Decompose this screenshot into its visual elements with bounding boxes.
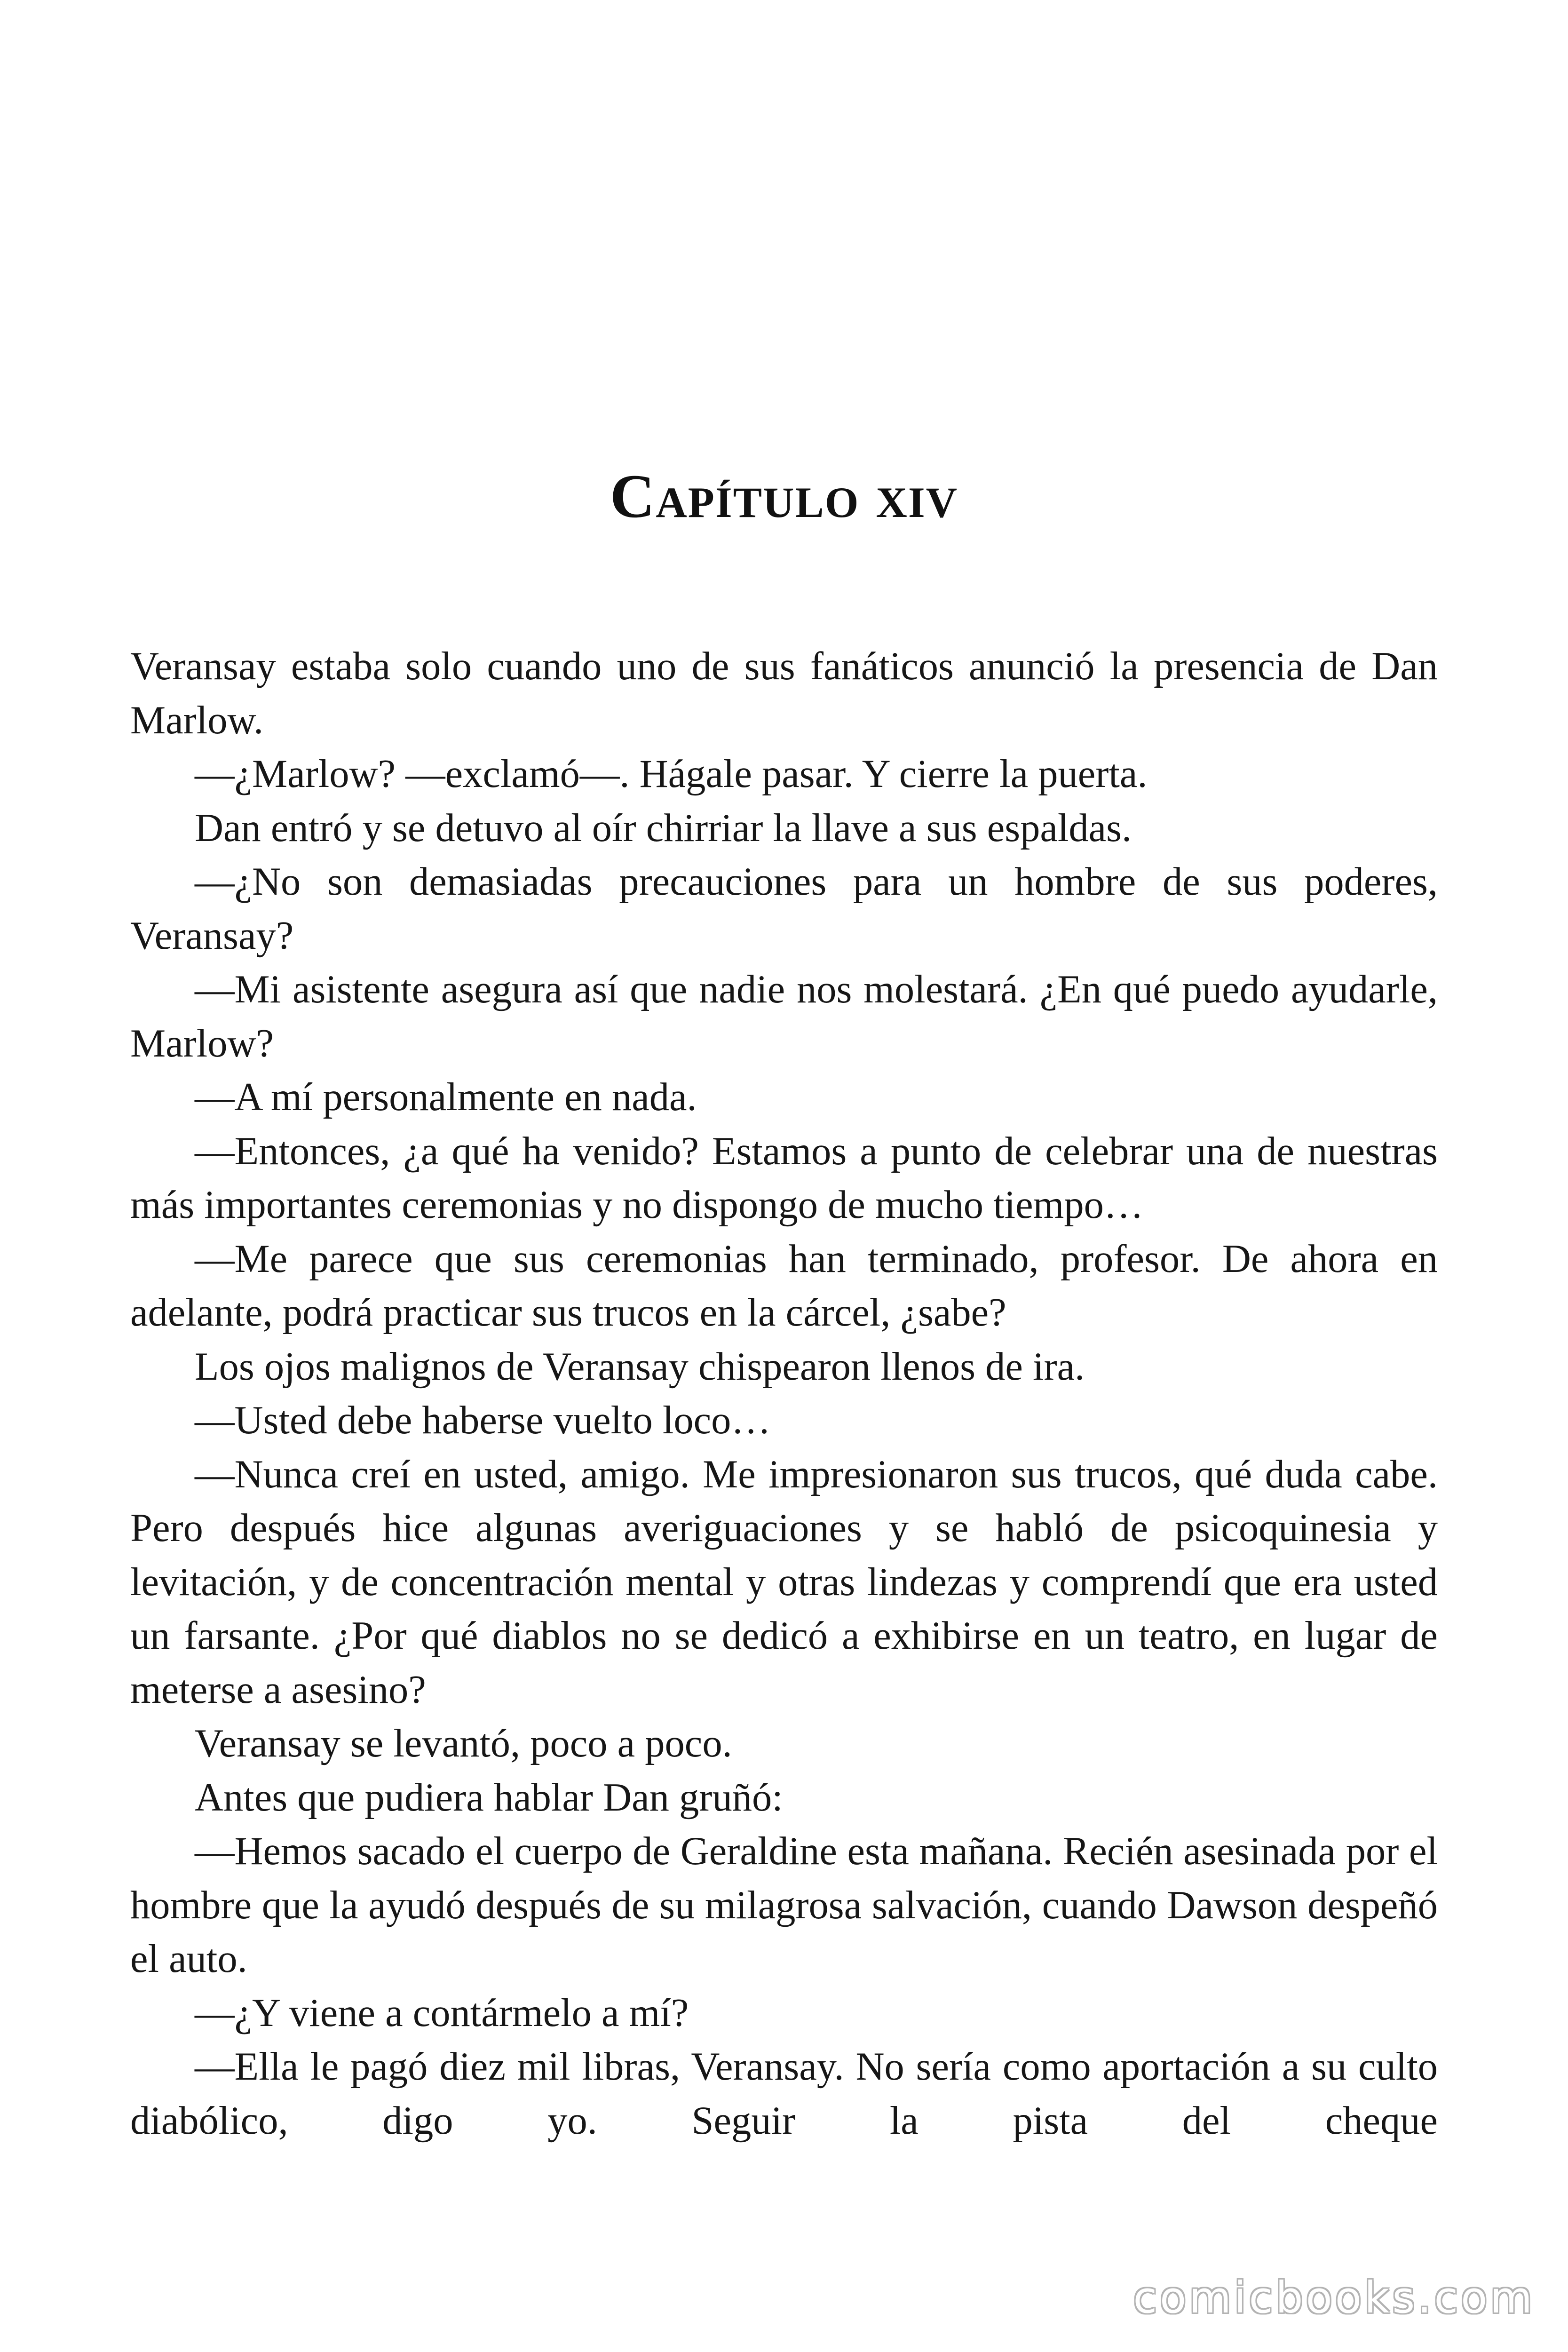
paragraph: —A mí personalmente en nada. bbox=[195, 1075, 697, 1119]
paragraph: Los ojos malignos de Veransay chispearon llenos de ira. bbox=[195, 1344, 1085, 1389]
paragraph: —Usted debe haberse vuelto loco… bbox=[195, 1398, 771, 1442]
paragraph: Veransay estaba solo cuando uno de sus fanáticos anunció la presencia de Dan Marlow. bbox=[130, 644, 1438, 742]
paragraph: Dan entró y se detuvo al oír chirriar la llave a sus espaldas. bbox=[195, 806, 1132, 850]
paragraph: —Hemos sacado el cuerpo de Geraldine esta mañana. Recién asesinada por el hombre que la ayudó después de su milagrosa salvación, cuando Dawson despeñó el auto. bbox=[130, 1829, 1438, 1981]
paragraph: —¿No son demasiadas precauciones para un hombre de sus poderes, Veransay? bbox=[130, 860, 1438, 958]
paragraph: —¿Marlow? —exclamó—. Hágale pasar. Y cierre la puerta. bbox=[195, 752, 1148, 796]
paragraph: —Ella le pagó diez mil libras, Veransay. No sería como aportación a su culto diabólico, digo yo. Seguir la pista del cheque bbox=[130, 2045, 1438, 2143]
watermark-logo: comicbooks.com bbox=[1133, 2273, 1535, 2323]
chapter-body bbox=[130, 640, 1438, 2148]
paragraph: —Mi asistente asegura así que nadie nos molestará. ¿En qué puedo ayudarle, Marlow? bbox=[130, 968, 1438, 1065]
paragraph: —Nunca creí en usted, amigo. Me impresionaron sus trucos, qué duda cabe. Pero después hice algunas averiguaciones y se habló de psicoquinesia y levitación, y de concentración mental y otras lindezas y comprendí que era usted un farsante. ¿Por qué diablos no se dedicó a exhibirse en un teatro, en lugar de meterse a asesino? bbox=[130, 1452, 1438, 1712]
paragraph: —Me parece que sus ceremonias han terminado, profesor. De ahora en adelante, podrá practicar sus trucos en la cárcel, ¿sabe? bbox=[130, 1237, 1438, 1335]
paragraph: —¿Y viene a contármelo a mí? bbox=[195, 1991, 689, 2035]
chapter-title: Capítulo xiv bbox=[610, 461, 958, 531]
paragraph: Veransay se levantó, poco a poco. bbox=[195, 1722, 732, 1765]
paragraph: Antes que pudiera hablar Dan gruñó: bbox=[195, 1775, 783, 1820]
paragraph: —Entonces, ¿a qué ha venido? Estamos a punto de celebrar una de nuestras más importantes ceremonias y no dispongo de mucho tiempo… bbox=[130, 1129, 1438, 1227]
